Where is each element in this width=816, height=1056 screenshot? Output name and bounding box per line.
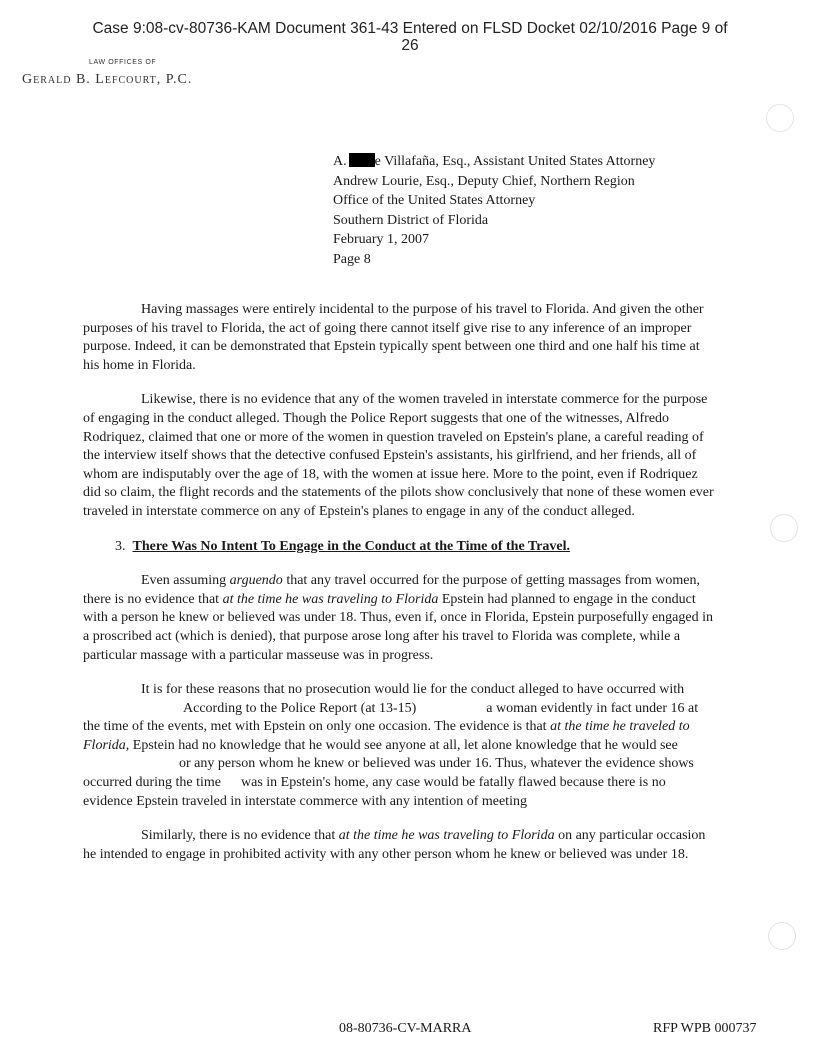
letterhead-law-offices: LAW OFFICES OF	[89, 59, 157, 66]
redaction-box	[349, 153, 375, 167]
letter-date: February 1, 2007	[333, 232, 430, 247]
section-title: There Was No Intent To Engage in the Conduct at the Time of the Travel.	[132, 538, 571, 554]
letterhead-firm-name: Gerald B. Lefcourt, P.C.	[22, 72, 193, 87]
docket-line-2: 26	[401, 37, 419, 54]
addressee-block	[333, 152, 655, 269]
addressee-line-3: Office of the United States Attorney	[333, 193, 536, 208]
body-paragraph-3: Even assuming arguendo that any travel occurred for the purpose of getting massages from women, there is no evidence that at the time he was traveling to Florida Epstein had planned to engage in the conduct with a person he knew or believed was under 18. Thus, even if, once in Florida, Epstein purposefully engaged in a proscribed act (which is denied), that purpose arose long after his travel to Florida was complete, while a particular massage with a particular masseuse was in progress.	[83, 573, 713, 663]
footer-bates-number: RFP WPB 000737	[653, 1021, 757, 1036]
body-paragraph-2: Likewise, there is no evidence that any of the women traveled in interstate commerce for the purpose of engaging in the conduct alleged. Though the Police Report suggests that one of the witnesses, Alfredo Rodriquez, claimed that one or more of the women in question traveled on Epstein's plane, a careful reading of the interview itself shows that the detective confused Epstein's assistants, his girlfriend, and her friends, all of whom are indisputably over the age of 18, with the women at issue here. More to the point, even if Rodriquez did so claim, the flight records and the statements of the pilots show conclusively that none of these women ever traveled in interstate commerce on any of Epstein's planes to engage in any of the conduct alleged.	[83, 392, 714, 519]
body-paragraph-5: Similarly, there is no evidence that at the time he was traveling to Florida on any particular occasion he intended to engage in prohibited activity with any other person whom he knew or believed was under 18.	[83, 828, 706, 862]
docket-line-1: Case 9:08-cv-80736-KAM Document 361-43 Entered on FLSD Docket 02/10/2016 Page 9 of	[92, 20, 728, 37]
addressee-line-1	[333, 152, 655, 172]
punch-hole-mark	[768, 922, 796, 950]
body-paragraph-1: Having massages were entirely incidental to the purpose of his travel to Florida. And given the other purposes of his travel to Florida, the act of going there cannot itself give rise to any inference of an improper purpose. Indeed, it can be demonstrated that Epstein typically spent between one third and one half his time at his home in Florida.	[83, 302, 704, 373]
section-heading-3	[83, 538, 718, 557]
punch-hole-mark	[770, 514, 798, 542]
docket-stamp	[60, 20, 760, 54]
addressee-line-2: Andrew Lourie, Esq., Deputy Chief, Northern Region	[333, 173, 635, 189]
body-paragraph-4: It is for these reasons that no prosecution would lie for the conduct alleged to have occurred withAccording to the Police Report (at 13-15) a woman evidently in fact under 16 at the time of the events, met with Epstein on only one occasion. The evidence is that at the time he traveled to Florida, Epstein had no knowledge that he would see anyone at all, let alone knowledge that he would seeor any person whom he knew or believed was under 16. Thus, whatever the evidence shows occurred during the time was in Epstein's home, any case would be fatally flawed because there is no evidence Epstein traveled in interstate commerce with any intention of meeting	[83, 682, 699, 809]
letter-page-number: Page 8	[333, 251, 371, 267]
letter-body	[83, 301, 718, 880]
punch-hole-mark	[766, 104, 794, 132]
addressee-initial: A.	[333, 154, 347, 169]
addressee-name-rest: e Villafaña, Esq., Assistant United States Attorney	[374, 154, 656, 169]
footer-case-number: 08-80736-CV-MARRA	[339, 1021, 472, 1036]
section-number: 3.	[115, 538, 126, 554]
addressee-line-4: Southern District of Florida	[333, 212, 489, 228]
